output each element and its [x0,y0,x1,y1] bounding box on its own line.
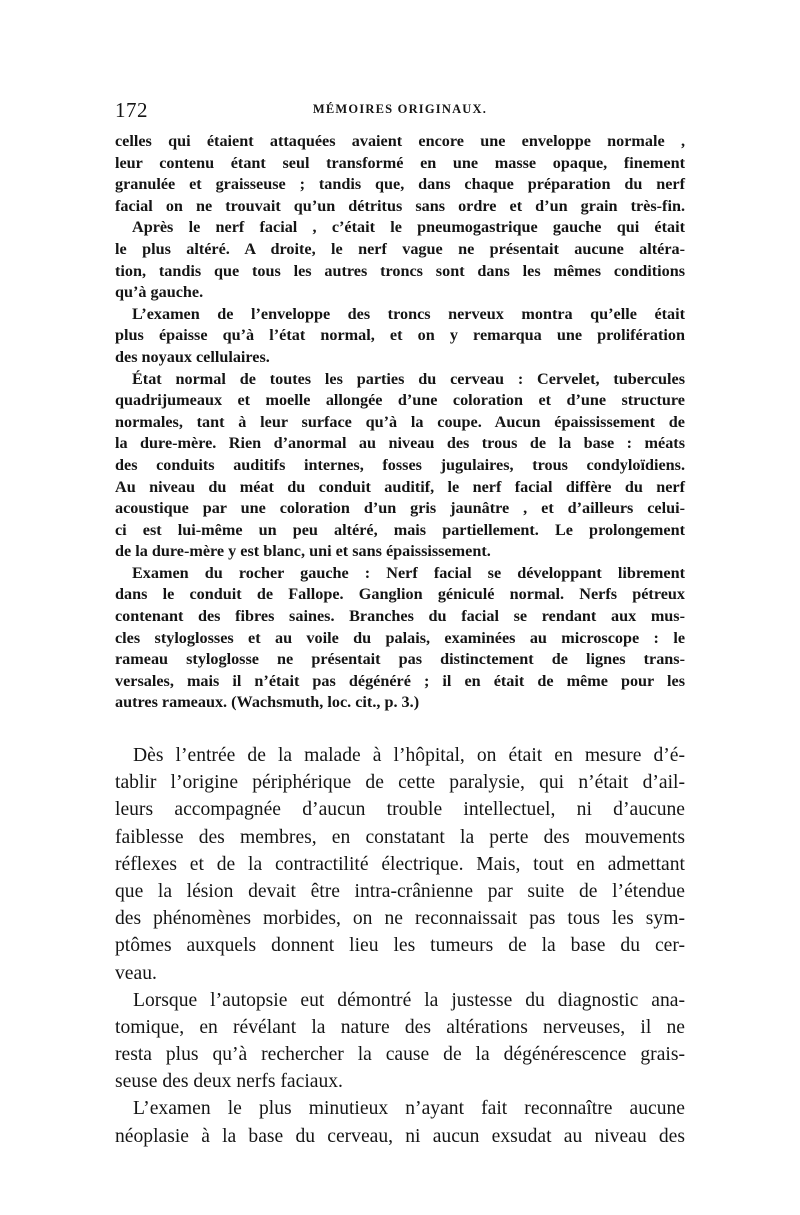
text-line: granulée et graisseuse ; tandis que, dans chaque préparation du nerf [115,175,685,194]
text-line: Après le nerf facial , c’était le pneumogastrique gauche qui était [132,218,685,237]
text-line: seuse des deux nerfs faciaux. [115,1071,343,1093]
text-line: de la dure-mère y est blanc, uni et sans épaississement. [115,542,491,561]
text-line: acoustique par une coloration d’un gris jaunâtre , et d’ailleurs celui- [115,499,685,518]
text-line: tablir l’origine périphérique de cette paralysie, qui n’était d’ail- [115,772,685,794]
text-line: Au niveau du méat du conduit auditif, le nerf facial diffère du nerf [115,477,685,496]
text-line: faiblesse des membres, en constatant la perte des mouvements [115,826,685,848]
quoted-observation [115,131,685,714]
page-number: 172 [115,98,148,122]
text-line: ci est lui-même un peu altéré, mais partiellement. Le prolongement [115,520,685,539]
text-line: resta plus qu’à rechercher la cause de la dégénérescence grais- [115,1044,685,1066]
text-line: le plus altéré. A droite, le nerf vague ne présentait aucune altéra- [115,239,685,258]
text-line: tion, tandis que tous les autres troncs sont dans les mêmes conditions [115,261,685,280]
text-line: ptômes auxquels donnent lieu les tumeurs de la base du cer- [115,935,685,957]
text-line: des noyaux cellulaires. [115,347,270,366]
text-line: L’examen de l’enveloppe des troncs nerveux montra qu’elle était [132,304,685,323]
text-line: versales, mais il n’était pas dégénéré ; il en était de même pour les [115,671,685,690]
text-line: L’examen le plus minutieux n’ayant fait reconnaître aucune [133,1098,685,1120]
text-line: normales, tant à leur surface qu’à la coupe. Aucun épaississement de [115,412,685,431]
text-line: que la lésion devait être intra-crânienne par suite de l’étendue [115,880,685,902]
text-line: Lorsque l’autopsie eut démontré la justesse du diagnostic ana- [133,989,685,1011]
text-line: autres rameaux. (Wachsmuth, loc. cit., p. 3.) [115,693,420,712]
text-line: des conduits auditifs internes, fosses jugulaires, trous condyloïdiens. [115,455,685,474]
main-text [115,742,685,1150]
text-line: néoplasie à la base du cerveau, ni aucun exsudat au niveau des [115,1125,685,1147]
text-line: veau. [115,962,157,984]
text-line: facial on ne trouvait qu’un détritus sans ordre et d’un grain très-fin. [115,196,685,215]
page-header [115,98,685,122]
text-line: Examen du rocher gauche : Nerf facial se développant librement [132,563,685,582]
text-line: cles styloglosses et au voile du palais, examinées au microscope : le [115,628,685,647]
text-line: celles qui étaient attaquées avaient encore une enveloppe normale , [115,132,685,150]
text-line: contenant des fibres saines. Branches du facial se rendant aux mus- [115,607,685,626]
text-line: des phénomènes morbides, on ne reconnaissait pas tous les sym- [115,908,685,930]
text-line: quadrijumeaux et moelle allongée d’une coloration et d’une structure [115,391,685,410]
text-line: tomique, en révélant la nature des altérations nerveuses, il ne [115,1016,685,1038]
text-line: dans le conduit de Fallope. Ganglion géniculé normal. Nerfs pétreux [115,585,685,604]
text-line: la dure-mère. Rien d’anormal au niveau des trous de la base : méats [115,434,685,453]
text-line: leur contenu étant seul transformé en une masse opaque, finement [115,153,685,172]
running-title: MÉMOIRES ORIGINAUX. [312,102,488,116]
text-line: plus épaisse qu’à l’état normal, et on y remarqua une prolifération [115,326,685,345]
text-line: qu’à gauche. [115,283,204,302]
text-line: Dès l’entrée de la malade à l’hôpital, on était en mesure d’é- [133,745,685,766]
text-line: leurs accompagnée d’aucun trouble intellectuel, ni d’aucune [115,799,685,821]
text-line: réflexes et de la contractilité électrique. Mais, tout en admettant [115,853,685,875]
text-line: État normal de toutes les parties du cerveau : Cervelet, tubercules [132,369,685,388]
text-line: rameau styloglosse ne présentait pas distinctement de lignes trans- [115,650,685,669]
